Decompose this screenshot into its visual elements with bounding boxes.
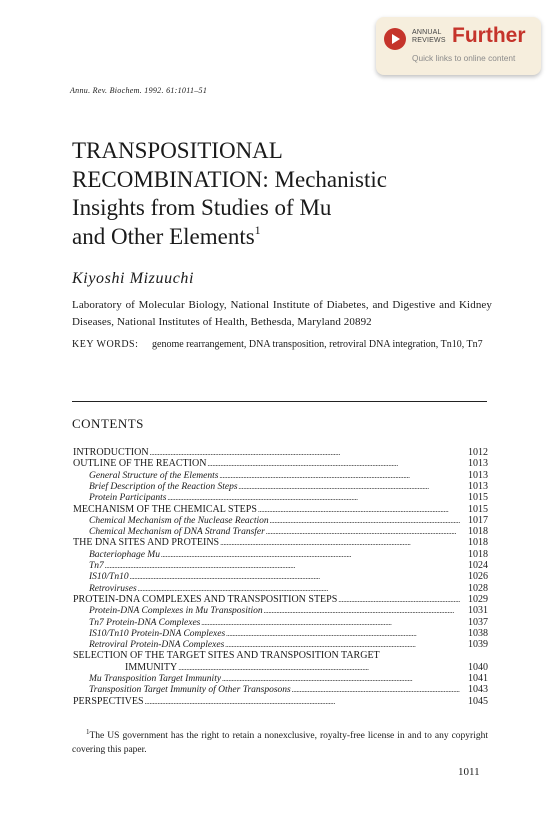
toc-entry-page: 1012 (468, 447, 488, 458)
title-line-4 (72, 223, 502, 252)
toc-leader-dots (167, 492, 461, 503)
toc-leader-dots (224, 639, 460, 650)
toc-leader-dots (144, 696, 460, 707)
play-arrow-icon (384, 28, 406, 50)
toc-entry[interactable] (73, 628, 488, 639)
toc-entry-page: 1015 (468, 503, 488, 515)
toc-leader-dots (149, 447, 460, 458)
toc-entry-label: Retroviral Protein-DNA Complexes (89, 640, 225, 651)
badge-annual-text: ANNUAL (412, 29, 442, 36)
toc-entry[interactable] (73, 639, 488, 650)
badge-publisher (412, 29, 446, 45)
section-divider (72, 401, 487, 402)
toc-entry-page: 1024 (468, 560, 488, 571)
toc-entry[interactable] (73, 583, 488, 594)
toc-entry-page: 1037 (468, 616, 488, 628)
keywords-text: genome rearrangement, DNA transposition, retroviral DNA integration, Tn10, Tn7 (152, 339, 483, 350)
toc-entry[interactable] (73, 617, 488, 628)
article-title (72, 137, 502, 251)
toc-entry-label: General Structure of the Elements (89, 470, 219, 481)
toc-entry-page: 1041 (468, 673, 488, 684)
page-number: 1011 (458, 766, 480, 778)
toc-leader-dots (291, 684, 460, 695)
toc-leader-dots (221, 673, 460, 684)
toc-leader-dots (200, 617, 460, 628)
toc-leader-dots (137, 583, 460, 594)
toc-entry-label: PROTEIN-DNA COMPLEXES AND TRANSPOSITION STEPS (73, 593, 338, 605)
toc-entry-page: 1013 (468, 469, 488, 481)
toc-entry-page: 1031 (468, 605, 488, 617)
toc-entry[interactable] (73, 447, 488, 458)
toc-entry[interactable] (73, 673, 488, 684)
badge-reviews-text: REVIEWS (412, 37, 446, 44)
toc-entry[interactable] (73, 526, 488, 537)
toc-entry[interactable] (73, 684, 488, 695)
toc-entry[interactable] (73, 571, 488, 582)
toc-entry[interactable] (73, 594, 488, 605)
toc-leader-dots (160, 549, 460, 560)
toc-entry[interactable] (73, 549, 488, 560)
toc-entry[interactable] (73, 492, 488, 503)
toc-entry-label: THE DNA SITES AND PROTEINS (73, 537, 220, 549)
toc-entry[interactable] (73, 537, 488, 548)
footnote (72, 729, 488, 757)
journal-citation: Annu. Rev. Biochem. 1992. 61:1011–51 (70, 86, 208, 95)
toc-entry-label: Bacteriophage Mu (89, 549, 160, 560)
toc-entry-page: 1043 (468, 684, 488, 696)
toc-entry-page: 1039 (468, 639, 488, 651)
title-line-1: TRANSPOSITIONAL (72, 138, 283, 163)
toc-entry-label: PERSPECTIVES (73, 695, 144, 707)
toc-entry-page: 1028 (468, 582, 488, 594)
title-footnote-mark[interactable]: 1 (254, 222, 261, 237)
toc-leader-dots (238, 481, 460, 492)
toc-leader-dots (337, 594, 460, 605)
toc-entry-page: 1017 (468, 514, 488, 526)
toc-leader-dots (218, 470, 460, 481)
toc-entry-page: 1045 (468, 695, 488, 707)
toc-entry[interactable] (73, 560, 488, 571)
toc-entry-page: 1029 (468, 593, 488, 605)
toc-entry-label: Tn7 Protein-DNA Complexes (89, 617, 201, 628)
toc-entry[interactable] (73, 504, 488, 515)
toc-leader-dots (269, 515, 460, 526)
toc-entry[interactable] (73, 650, 488, 661)
toc-entry-label: Mu Transposition Target Immunity (89, 674, 222, 684)
annual-reviews-further-badge[interactable] (376, 17, 541, 75)
contents-heading: CONTENTS (72, 416, 144, 431)
toc-entry-label: Brief Description of the Reaction Steps (89, 481, 238, 492)
toc-entry[interactable] (73, 481, 488, 492)
badge-quick-links-link[interactable]: Quick links to online content (412, 53, 516, 63)
toc-entry-label: IS10/Tn10 Protein-DNA Complexes (89, 628, 226, 639)
title-line-4-text: and Other Elements (72, 223, 255, 249)
toc-entry-label: Chemical Mechanism of DNA Strand Transfer (89, 527, 265, 538)
toc-entry-page: 1013 (468, 458, 488, 470)
toc-entry-page: 1015 (468, 492, 488, 504)
toc-entry-label: IMMUNITY (125, 661, 178, 673)
toc-leader-dots (104, 560, 460, 571)
toc-entry-page: 1038 (468, 627, 488, 639)
toc-leader-dots (219, 537, 460, 548)
toc-entry[interactable] (73, 662, 488, 673)
toc-entry[interactable] (73, 458, 488, 469)
toc-entry-label: Protein-DNA Complexes in Mu Transposition (89, 606, 263, 617)
toc-entry[interactable] (73, 515, 488, 526)
toc-entry-label: Transposition Target Immunity of Other Transposons (89, 685, 291, 696)
author-name: Kiyoshi Mizuuchi (72, 270, 195, 287)
toc-entry-label: MECHANISM OF THE CHEMICAL STEPS (73, 503, 257, 515)
toc-entry-page: 1018 (468, 537, 488, 549)
toc-entry-label: Protein Participants (89, 493, 167, 504)
toc-entry[interactable] (73, 605, 488, 616)
footnote-mark: 1 (86, 728, 90, 736)
toc-leader-dots (206, 458, 460, 469)
toc-entry-page: 1026 (468, 571, 488, 583)
toc-entry-label: Retroviruses (89, 583, 137, 594)
title-line-3: Insights from Studies of Mu (72, 195, 332, 220)
toc-leader-dots (129, 571, 460, 582)
footnote-text: The US government has the right to retain a nonexclusive, royalty-free license in and to any copyright covering this paper. (72, 731, 488, 755)
author-affiliation: Laboratory of Molecular Biology, National Institute of Diabetes, and Digestive and Kidney Diseases, National Institutes of Health, Bethesda, Maryland 20892 (72, 299, 492, 328)
toc-leader-dots (225, 628, 460, 639)
toc-leader-dots (265, 526, 460, 537)
toc-entry-page: 1013 (468, 480, 488, 492)
toc-entry-label: IS10/Tn10 (89, 572, 129, 583)
toc-entry-label: OUTLINE OF THE REACTION (73, 458, 207, 470)
toc-entry-page: 1018 (468, 526, 488, 538)
title-line-2: RECOMBINATION: Mechanistic (72, 166, 387, 192)
toc-leader-dots (177, 662, 460, 673)
toc-entry-page: 1018 (468, 548, 488, 560)
toc-entry-label: Chemical Mechanism of the Nuclease Reaction (89, 515, 269, 526)
toc-leader-dots (257, 504, 460, 515)
toc-entry[interactable] (73, 696, 488, 707)
toc-leader-dots (263, 605, 460, 616)
toc-entry-page: 1040 (468, 661, 488, 673)
toc-entry-label: SELECTION OF THE TARGET SITES AND TRANSPOSITION TARGET (73, 650, 380, 662)
toc-entry-label: Tn7 (89, 561, 104, 571)
toc-entry[interactable] (73, 470, 488, 481)
toc-entry-label: INTRODUCTION (73, 447, 149, 458)
badge-further-text: Further (452, 24, 526, 47)
keywords-label: KEY WORDS: (72, 339, 139, 350)
